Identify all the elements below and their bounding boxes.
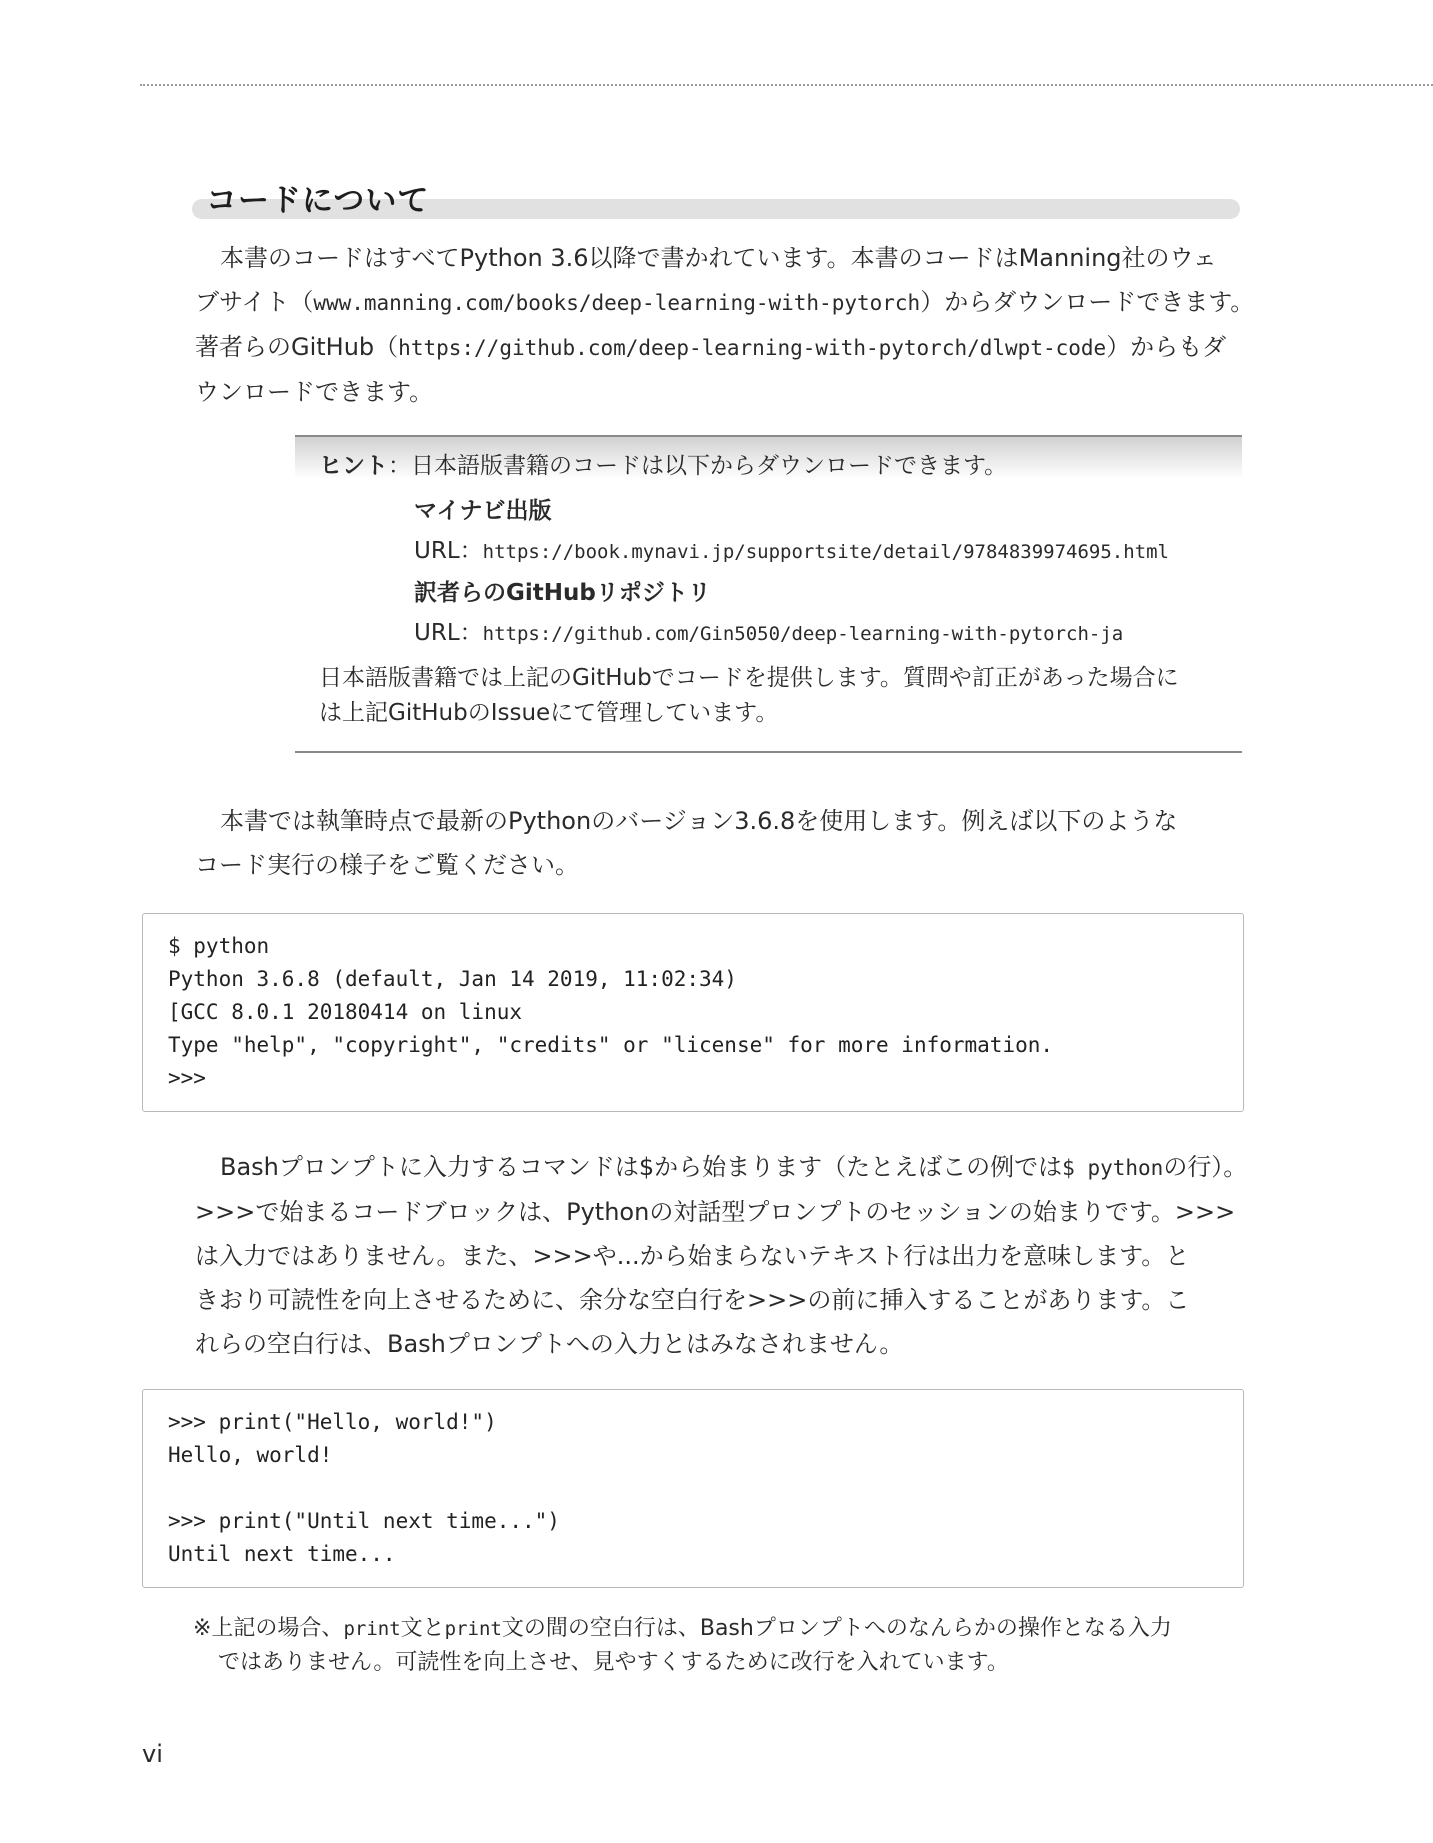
url-label: URL： <box>414 620 483 646</box>
bash-line-4: きおり可読性を向上させるために、余分な空白行を>>>の前に挿入することがあります。こ <box>195 1286 1190 1314</box>
code-line: Hello, world! <box>168 1443 333 1467</box>
hint-intro <box>319 447 1007 480</box>
hint-label: ヒント <box>319 453 388 479</box>
publisher-url[interactable]: https://book.mynavi.jp/supportsite/detail/9784839974695.html <box>482 541 1169 563</box>
bash-line-1-a: Bashプロンプトに入力するコマンドは$から始まります（たとえばこの例では <box>220 1153 1063 1181</box>
hint-footer-2: は上記GitHubのIssueにて管理しています。 <box>319 700 779 726</box>
hint-footer-1: 日本語版書籍では上記のGitHubでコードを提供します。質問や訂正があった場合に <box>319 665 1179 691</box>
bash-paragraph <box>195 1145 1255 1366</box>
code-block-print-example <box>142 1389 1244 1588</box>
code-line: [GCC 8.0.1 20180414 on linux <box>168 1000 523 1024</box>
page-number: vi <box>142 1740 163 1768</box>
code-line: >>> <box>168 1066 206 1090</box>
intro-line-2-b: ）からダウンロードできます。 <box>920 288 1255 316</box>
url-label: URL： <box>414 538 483 564</box>
code-block-python-session <box>142 913 1244 1112</box>
code-line: Type "help", "copyright", "credits" or "license" for more information. <box>168 1033 1054 1057</box>
github-url[interactable]: https://github.com/deep-learning-with-pytorch/dlwpt-code <box>398 336 1107 360</box>
note-line-2: ではありません。可読性を向上させ、見やすくするために改行を入れています。 <box>218 1650 1009 1675</box>
intro-line-3-b: ）からもダ <box>1106 333 1227 361</box>
note-line-1: ※上記の場合、print文とprint文の間の空白行は、Bashプロンプトへのなんらかの操作となる入力 <box>193 1616 1172 1641</box>
bash-line-3: は入力ではありません。また、>>>や...から始まらないテキスト行は出力を意味します。と <box>195 1242 1190 1270</box>
hint-separator: ： <box>388 453 411 479</box>
hint-text: 日本語版書籍のコードは以下からダウンロードできます。 <box>411 453 1008 479</box>
code-line: Until next time... <box>168 1542 396 1566</box>
code-line: >>> print("Until next time...") <box>168 1509 560 1533</box>
intro-line-2-a: ブサイト（ <box>195 288 314 316</box>
intro-paragraph <box>195 236 1255 414</box>
hint-top-rule <box>295 435 1242 437</box>
inline-code-print: print <box>343 1618 401 1640</box>
repo-url[interactable]: https://github.com/Gin5050/deep-learning-with-pytorch-ja <box>482 623 1124 645</box>
bash-line-1-b: の行）。 <box>1163 1153 1248 1181</box>
repo-name: 訳者らのGitHubリポジトリ <box>414 580 711 606</box>
publisher-name: マイナビ出版 <box>414 498 552 524</box>
code-line: $ python <box>168 934 270 958</box>
inline-code-print: print <box>444 1618 502 1640</box>
intro-line-3-a: 著者らのGitHub（ <box>195 333 399 361</box>
code-line: Python 3.6.8 (default, Jan 14 2019, 11:02:34) <box>168 967 737 991</box>
intro-line-4: ウンロードできます。 <box>195 378 434 406</box>
intro-line-1: 本書のコードはすべてPython 3.6以降で書かれています。本書のコードはManning社のウェ <box>220 244 1217 272</box>
inline-code-python: $ python <box>1062 1156 1164 1180</box>
bash-line-2: >>>で始まるコードブロックは、Pythonの対話型プロンプトのセッションの始まりです。>>> <box>195 1198 1236 1226</box>
repo-url-line <box>414 614 1123 647</box>
manning-url[interactable]: www.manning.com/books/deep-learning-with-pytorch <box>313 291 921 315</box>
section-title: コードについて <box>206 183 430 219</box>
version-line-1: 本書では執筆時点で最新のPythonのバージョン3.6.8を使用します。例えば以下のような <box>220 807 1178 835</box>
bash-line-5: れらの空白行は、Bashプロンプトへの入力とはみなされません。 <box>195 1330 904 1358</box>
hint-box <box>295 435 1242 753</box>
publisher-url-line <box>414 532 1169 565</box>
code-line: >>> print("Hello, world!") <box>168 1410 497 1434</box>
version-paragraph <box>195 799 1255 887</box>
header-dotted-rule <box>140 84 1433 86</box>
hint-bottom-rule <box>295 751 1242 753</box>
version-line-2: コード実行の様子をご覧ください。 <box>195 851 579 879</box>
